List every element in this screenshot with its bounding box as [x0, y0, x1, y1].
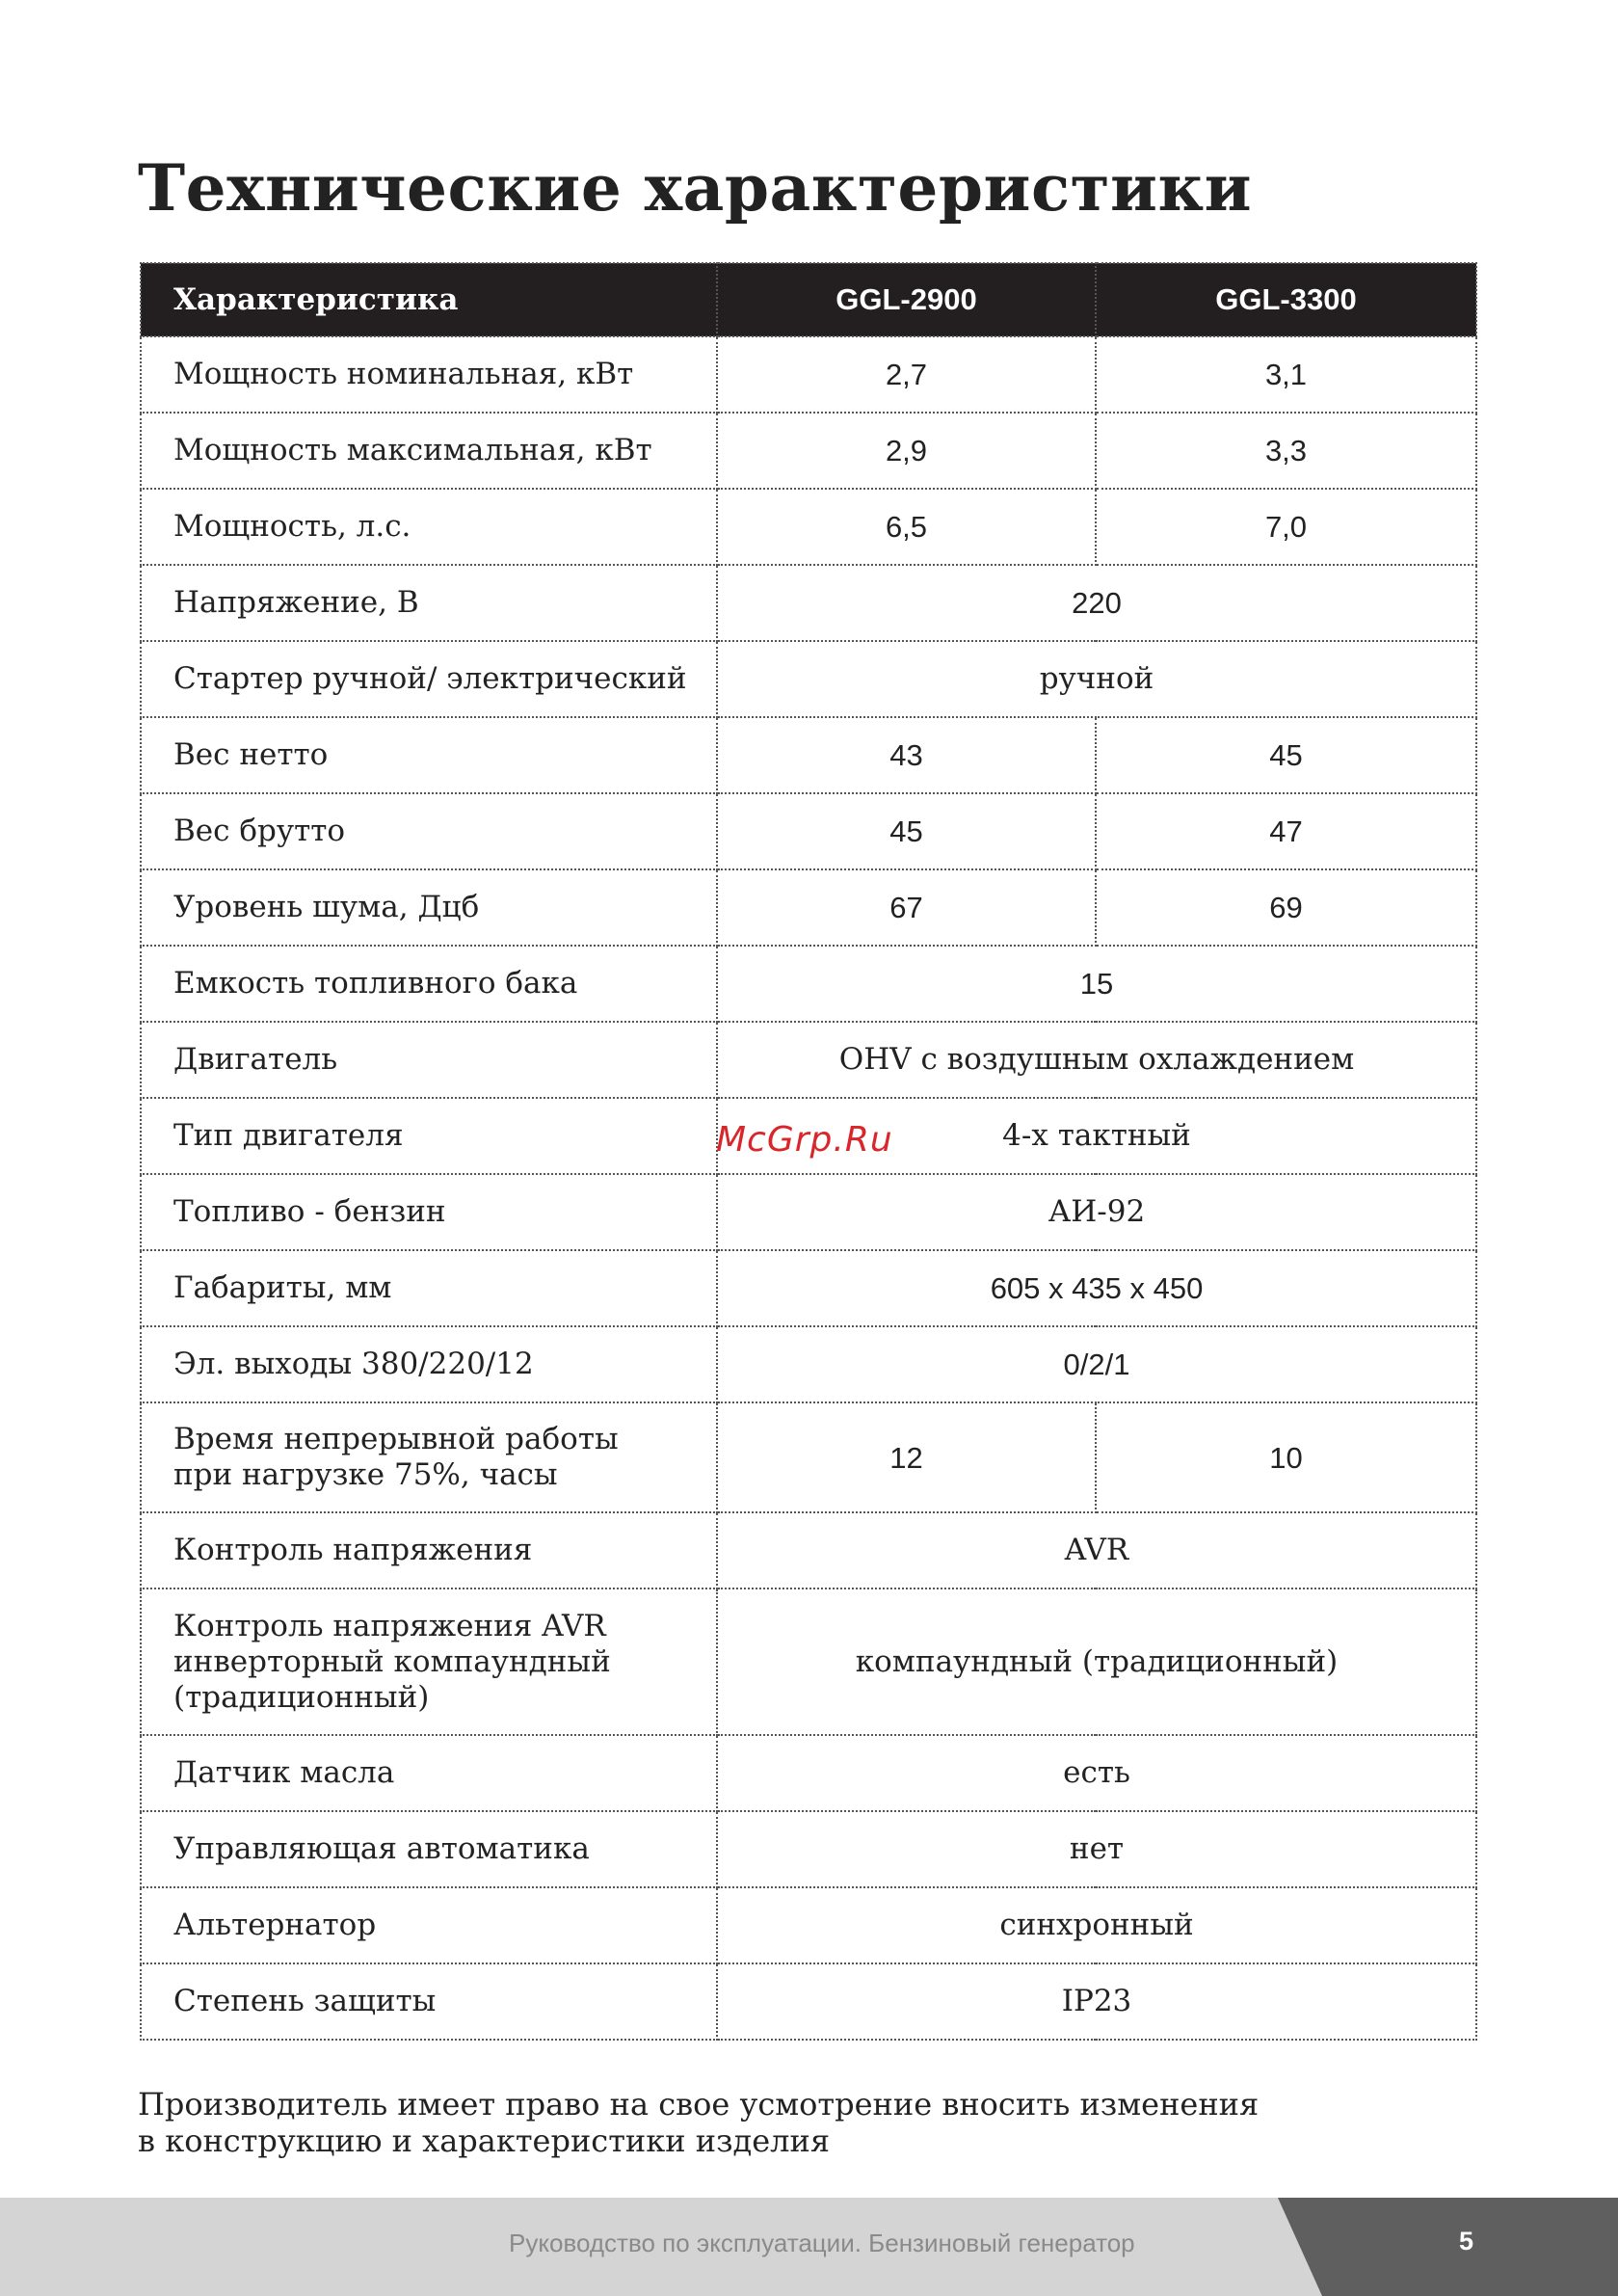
row-label-line: при нагрузке 75%, часы	[173, 1457, 558, 1492]
disclaimer-note	[138, 2086, 1391, 2159]
value-both-models: 0/2/1	[717, 1326, 1476, 1402]
table-row	[141, 869, 1476, 946]
row-label: Двигатель	[141, 1022, 717, 1098]
page-number: 5	[1459, 2227, 1474, 2256]
value-both-models: 220	[717, 565, 1476, 641]
row-label: Мощность максимальная, кВт	[141, 413, 717, 489]
disclaimer-line: Производитель имеет право на свое усмотрение вносить изменения	[138, 2086, 1260, 2122]
row-label: Тип двигателя	[141, 1098, 717, 1174]
row-label: Датчик масла	[141, 1735, 717, 1811]
value-both-models: синхронный	[717, 1887, 1476, 1963]
table-row	[141, 1174, 1476, 1250]
value-both-models: АИ-92	[717, 1174, 1476, 1250]
header-model-ggl-2900: GGL-2900	[717, 263, 1096, 336]
value-both-models: 4-х тактный	[717, 1098, 1476, 1174]
value-ggl-3300: 10	[1096, 1402, 1476, 1512]
value-ggl-2900: 2,9	[717, 413, 1096, 489]
value-ggl-2900: 45	[717, 793, 1096, 869]
table-row	[141, 717, 1476, 793]
table-row	[141, 1402, 1476, 1512]
table-row	[141, 413, 1476, 489]
value-ggl-3300: 45	[1096, 717, 1476, 793]
table-row	[141, 1326, 1476, 1402]
table-row	[141, 1963, 1476, 2040]
table-row	[141, 1887, 1476, 1963]
value-both-models: 605 х 435 х 450	[717, 1250, 1476, 1326]
table-row	[141, 946, 1476, 1022]
value-both-models: IP23	[717, 1963, 1476, 2040]
value-ggl-2900: 67	[717, 869, 1096, 946]
row-label: Эл. выходы 380/220/12	[141, 1326, 717, 1402]
value-both-models: 15	[717, 946, 1476, 1022]
row-label: Контроль напряжения	[141, 1512, 717, 1589]
row-label: Вес нетто	[141, 717, 717, 793]
table-row	[141, 1589, 1476, 1735]
value-both-models: нет	[717, 1811, 1476, 1887]
table-row	[141, 336, 1476, 413]
value-both-models: AVR	[717, 1512, 1476, 1589]
value-both-models: OHV с воздушным охлаждением	[717, 1022, 1476, 1098]
page-footer	[0, 2198, 1618, 2296]
row-label: Альтернатор	[141, 1887, 717, 1963]
row-label: Степень защиты	[141, 1963, 717, 2040]
row-label	[141, 1402, 717, 1512]
row-label: Габариты, мм	[141, 1250, 717, 1326]
value-ggl-2900: 2,7	[717, 336, 1096, 413]
header-model-ggl-3300: GGL-3300	[1096, 263, 1476, 336]
table-row	[141, 1735, 1476, 1811]
table-row	[141, 641, 1476, 717]
value-ggl-3300: 47	[1096, 793, 1476, 869]
row-label-line: (традиционный)	[173, 1679, 430, 1715]
row-label-line: инверторный компаундный	[173, 1643, 611, 1679]
row-label-line: Время непрерывной работы	[173, 1422, 619, 1456]
footer-manual-title: Руководство по эксплуатации. Бензиновый генератор	[509, 2229, 1135, 2257]
value-ggl-2900: 6,5	[717, 489, 1096, 565]
table-row	[141, 1022, 1476, 1098]
header-characteristic: Характеристика	[141, 263, 717, 336]
value-ggl-3300: 3,3	[1096, 413, 1476, 489]
row-label: Уровень шума, Дцб	[141, 869, 717, 946]
table-row	[141, 565, 1476, 641]
table-row	[141, 793, 1476, 869]
table-row	[141, 1512, 1476, 1589]
value-both-models: есть	[717, 1735, 1476, 1811]
row-label: Мощность номинальная, кВт	[141, 336, 717, 413]
value-ggl-2900: 43	[717, 717, 1096, 793]
value-both-models: компаундный (традиционный)	[717, 1589, 1476, 1735]
table-header-row	[141, 263, 1476, 336]
row-label: Топливо - бензин	[141, 1174, 717, 1250]
row-label-line: Контроль напряжения AVR	[173, 1608, 606, 1643]
row-label: Вес брутто	[141, 793, 717, 869]
value-both-models: ручной	[717, 641, 1476, 717]
footer-page-tab	[1278, 2198, 1618, 2296]
table-row	[141, 1811, 1476, 1887]
table-row	[141, 489, 1476, 565]
value-ggl-3300: 69	[1096, 869, 1476, 946]
row-label: Управляющая автоматика	[141, 1811, 717, 1887]
value-ggl-3300: 3,1	[1096, 336, 1476, 413]
value-ggl-2900: 12	[717, 1402, 1096, 1512]
row-label: Стартер ручной/ электрический	[141, 641, 717, 717]
row-label: Мощность, л.с.	[141, 489, 717, 565]
table-row	[141, 1250, 1476, 1326]
row-label	[141, 1589, 717, 1735]
row-label: Емкость топливного бака	[141, 946, 717, 1022]
disclaimer-line: в конструкцию и характеристики изделия	[138, 2122, 831, 2159]
row-label: Напряжение, В	[141, 565, 717, 641]
value-ggl-3300: 7,0	[1096, 489, 1476, 565]
page-title: Технические характеристики	[138, 150, 1253, 226]
watermark: McGrp.Ru	[716, 1120, 893, 1160]
